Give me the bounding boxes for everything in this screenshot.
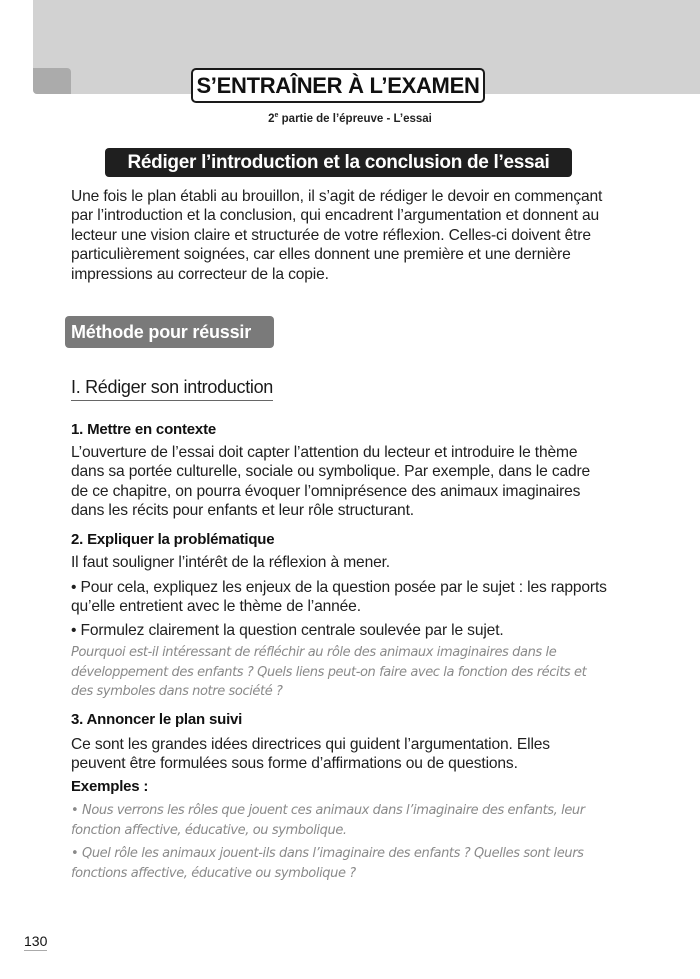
subtitle-sup: e	[274, 112, 279, 119]
examples-label: Exemples :	[71, 778, 149, 795]
step-text-plan: Ce sont les grandes idées directrices qui guident l’argumentation. Elles peuvent être formulées sous forme d’affirmations ou de questions.	[71, 736, 550, 773]
exam-subtitle	[0, 113, 700, 125]
method-badge	[65, 316, 274, 348]
subtitle-rest: partie de l’épreuve - L’essai	[278, 113, 432, 125]
header-tab	[33, 68, 71, 94]
step-text-context: L’ouverture de l’essai doit capter l’attention du lecteur et introduire le thème dans sa portée culturelle, sociale ou symbolique. Par exemple, dans le cadre de ce chapitre, on pourra évoquer l’omniprésence des animaux imaginaires dans les récits pour enfants et leur rôle structurant.	[71, 444, 591, 520]
exam-title-text: S’ENTRAÎNER À L’EXAMEN	[196, 72, 480, 98]
part-heading: I. Rédiger son introduction	[71, 377, 273, 401]
example-problem: Pourquoi est-il intéressant de réfléchir au rôle des animaux imaginaires dans le développement des enfants ? Quels liens peut-on faire avec la fonction des récits et des symboles dans notre société ?	[71, 645, 587, 699]
intro-paragraph: Une fois le plan établi au brouillon, il s’agit de rédiger le devoir en commençant par l’introduction et la conclusion, qui encadrent l’argumentation et donnent au lecteur une vision claire et structurée de votre réflexion. Celles-ci doivent être particulièrement soignées, car elles donnent une première et une dernière impressions au correcteur de la copie.	[71, 188, 603, 283]
page-number: 130	[24, 933, 48, 949]
subtitle-ordinal: 2	[268, 113, 275, 125]
example-item: • Nous verrons les rôles que jouent ces animaux dans l’imaginaire des enfants, leur fonction affective, éducative, ou symbolique.	[71, 803, 585, 838]
section-banner-text: Rédiger l’introduction et la conclusion de l’essai	[127, 151, 550, 173]
bullet-item: • Formulez clairement la question centrale soulevée par le sujet.	[71, 622, 504, 639]
method-badge-text: Méthode pour réussir	[71, 321, 252, 342]
exam-title	[191, 68, 485, 103]
step-heading-problem: 2. Expliquer la problématique	[71, 531, 275, 548]
section-banner	[105, 148, 572, 177]
step-heading-context: 1. Mettre en contexte	[71, 421, 217, 438]
bullet-item: • Pour cela, expliquez les enjeux de la question posée par le sujet : les rapports qu’elle entretient avec le thème de l’année.	[71, 579, 607, 616]
step-heading-plan: 3. Annoncer le plan suivi	[71, 711, 243, 728]
example-item: • Quel rôle les animaux jouent-ils dans l’imaginaire des enfants ? Quelles sont leurs fonctions affective, éducative ou symbolique ?	[71, 846, 584, 881]
step-text-problem: Il faut souligner l’intérêt de la réflexion à mener.	[71, 554, 390, 571]
